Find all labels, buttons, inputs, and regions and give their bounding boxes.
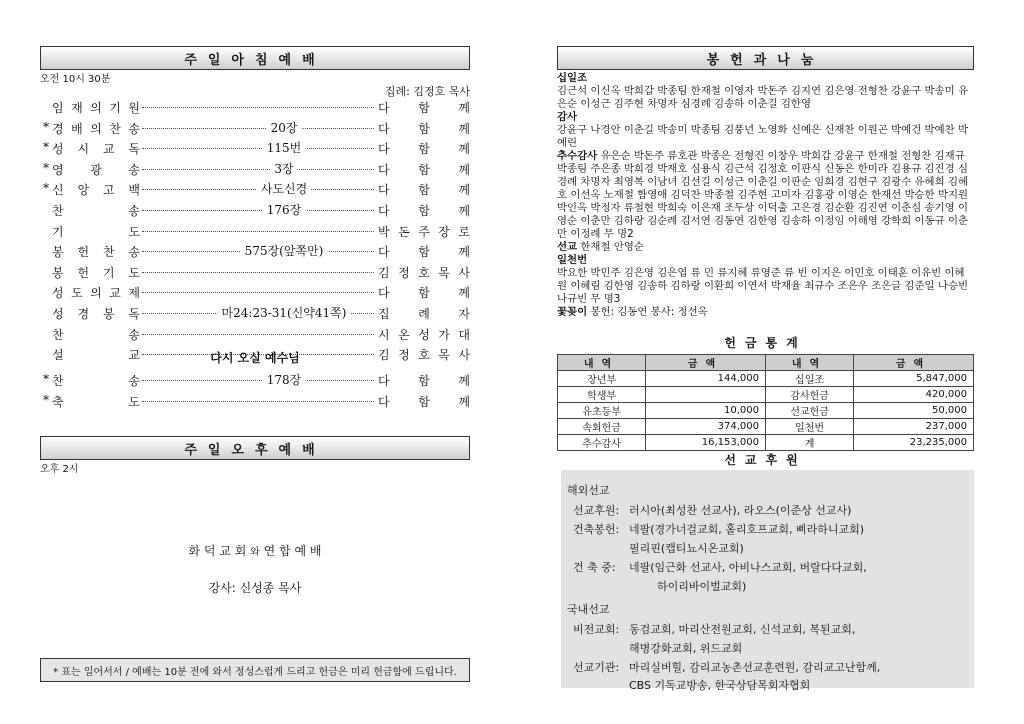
construction-text-cont: 하이리바이벌교회) [657,580,747,593]
worship-item-detail: 마24:23-31(신약41쪽) [218,304,351,321]
worship-item-leader: 박 돈 주 장 로 [378,224,470,239]
offering-stats-table [557,354,974,451]
worship-item-name: 성 도 의 교 제 [52,286,140,301]
stats-header-cell: 금액 [854,355,974,371]
worship-item-name: 설 교 [52,348,140,363]
offering-list [557,72,974,319]
standing-mark: * [43,372,49,386]
afternoon-service-time: 오후 2시 [40,464,79,475]
joint-service [40,542,470,559]
worship-row [40,201,470,221]
worship-item-leader: 다 함 께 [378,286,470,301]
worship-item-name: 영 광 송 [52,162,140,177]
worship-item-name: 신 앙 고 백 [52,183,140,198]
construction-text: 네팔(임근화 선교사, 아비나스교회, 버랄다다교회, [629,561,867,574]
notice-box [40,658,470,682]
thanks-label: 감사 [557,111,578,123]
worship-item-detail: 176장 [263,201,306,218]
worship-row [40,283,470,303]
dotted-leader [142,272,374,273]
dotted-leader [142,334,374,335]
stats-amount-cell: 50,000 [854,403,974,419]
flower-label: 꽃꽂이 [557,306,588,318]
thousand-label: 일천번 [557,254,588,266]
construction-label: 건 축 중: [573,561,616,574]
stats-amount-cell [646,387,766,403]
worship-item-name: 성 경 봉 독 [52,307,140,321]
building-text: 네팔(경가너걸교회, 홀리호프교회, 삐라하니교회) [629,523,865,536]
worship-item-leader: 다 함 께 [378,183,470,198]
building-text-cont: 필리핀(캡티뇨시온교회) [629,542,744,555]
worship-item-leader: 시 온 성 가 대 [378,327,470,342]
joint-service-label: 연 합 예 배 [263,544,322,558]
worship-item-leader: 김 정 호 목 사 [378,348,470,363]
worship-item-name: 기 도 [52,224,140,239]
worship-item-detail: 3장 [270,160,297,177]
worship-row [40,263,470,283]
stats-amount-cell: 16,153,000 [646,435,766,451]
stats-category-cell: 일천번 [765,419,853,435]
domestic-heading: 국내선교 [567,603,610,616]
worship-item-name: 봉 헌 기 도 [52,265,140,280]
dotted-leader [142,169,374,170]
afternoon-service-title: 주일오후예배 [184,442,326,458]
stats-row [558,403,974,419]
dotted-leader [142,401,374,402]
notice-text: * 표는 일어서서 / 예배는 10분 전에 와서 정성스럽게 드리고 헌금은 미리 헌금함에 드립니다. [53,666,457,678]
stats-amount-cell: 10,000 [646,403,766,419]
stats-amount-cell: 374,000 [646,419,766,435]
worship-item-detail: 575장(앞쪽만) [241,242,328,259]
worship-row [40,392,470,412]
worship-item-leader: 김 정 호 목 사 [378,265,470,280]
worship-item-name: 찬 송 [52,374,140,388]
vision-text-cont: 해병강화교회, 위드교회 [629,642,743,655]
support-text: 러시아(최성찬 선교사), 라오스(이준상 선교사) [629,504,852,517]
standing-mark: * [43,140,49,155]
stats-header-cell: 내역 [558,355,646,371]
stats-title: 헌금통계 [724,336,807,350]
afternoon-service-banner [40,436,470,460]
standing-mark: * [43,181,49,196]
worship-item-name: 찬 송 [52,327,140,342]
stats-header-cell: 금액 [646,355,766,371]
joint-particle: 와 [250,547,260,558]
worship-item-leader: 다 함 께 [378,142,470,157]
worship-row [40,325,470,345]
worship-item-leader: 집 례 자 [378,307,470,321]
worship-item-detail: 178장 [263,371,306,388]
worship-item-name: 봉 헌 찬 송 [52,245,140,260]
thousand-names: 박요한 박민주 김은영 김은엽 류 민 류지혜 류영준 류 빈 이지은 이민호 이태훈 이유빈 이혜원 이혜림 김한영 김송하 김하랑 이환희 이연서 박재율 최규수 조은우 조은글 김준일 나승빈 나규빈 무 명3 [557,267,969,305]
harvest-label: 추수감사 [557,150,598,162]
stats-category-cell: 십일조 [765,371,853,387]
worship-row [40,98,470,118]
stats-category-cell: 계 [765,435,853,451]
vision-label: 비전교회: [573,623,620,636]
agency-label: 선교기관: [573,661,620,674]
worship-item-leader: 다 함 께 [378,204,470,218]
stats-row [558,371,974,387]
support-label: 선교후원: [573,504,620,517]
building-label: 건축봉헌: [573,523,620,536]
worship-row [40,222,470,242]
worship-row [40,139,470,159]
offering-banner [557,46,974,70]
worship-item-leader: 다 함 께 [378,162,470,177]
stats-header-cell: 내역 [765,355,853,371]
agency-text-cont: CBS 기독교방송, 한국상담목회자협회 [629,679,811,692]
morning-service-title: 주일아침예배 [184,52,326,68]
worship-item-detail: 115번 [263,139,306,156]
worship-item-leader: 다 함 께 [378,245,470,260]
overseas-heading: 해외선교 [567,484,610,497]
tithe-names: 김근석 이신옥 박희갑 박종팀 한재철 이영자 박돈주 김지연 김은영 전형찬 강윤구 박송미 유은순 이성근 김주현 차명자 심경례 김송하 이춘길 김한영 [557,85,969,110]
stats-category-cell: 추수감사 [558,435,646,451]
worship-item-name: 성 시 교 독 [52,142,140,157]
stats-amount-cell: 144,000 [646,371,766,387]
stats-category-cell: 유초등부 [558,403,646,419]
worship-item-detail: 20장 [267,119,302,136]
stats-category-cell: 장년부 [558,371,646,387]
flower-text: 봉헌: 김동연 봉사: 정선옥 [590,306,708,318]
offering-title: 봉헌과나눔 [706,52,825,68]
stats-amount-cell: 5,847,000 [854,371,974,387]
sermon-title: 다시 오실 예수님 [210,351,300,365]
thanks-names: 강윤구 나경안 이춘길 박송미 박종팀 김풍년 노영화 신예은 신재찬 이원곤 박예건 박예찬 박예린 [557,124,969,149]
standing-mark: * [43,392,49,407]
standing-mark: * [43,119,49,134]
harvest-names: 유은순 박돈주 류호관 박종은 전형진 이창우 박희갑 강윤구 한재철 전형찬 김재규 박종팀 주은종 박희경 박재호 심용식 김근석 김정호 이판식 신동은 한미라 김용규 김진경 심경례 차명자 최영복 이남녀 김선길 이성근 이춘길 이판순 임희경 김현구 김광수 유혜희 김혜호 이선옥 노재철 함영애 김덕찬 박종철 김주현 고미자 김홍광 이영순 한재선 박승한 박지원 박인옥 박정자 류철현 박희숙 이은재 조두상 이덕출 고은경 김순환 김진연 이춘심 송기영 이영순 이춘만 김하랑 김순례 김서연 김동연 김한영 김송하 이정임 이해영 강학희 이동규 이춘만 이정례 무 명2 [557,150,969,240]
tithe-label: 십일조 [557,72,588,84]
worship-item-name: 찬 송 [52,204,140,218]
missions-title: 선교후원 [724,453,807,467]
worship-item-leader: 다 함 께 [378,101,470,115]
worship-item-name: 임 재 의 기 원 [52,101,140,115]
vision-text: 동검교회, 마리산전원교회, 신석교회, 복된교회, [629,623,856,636]
stats-row [558,419,974,435]
stats-category-cell: 속회헌금 [558,419,646,435]
morning-service-time: 오전 10시 30분 [40,74,111,85]
worship-row [40,119,470,139]
stats-category-cell: 감사헌금 [765,387,853,403]
worship-row [40,371,470,391]
worship-row [40,242,470,262]
standing-mark: * [43,160,49,175]
dotted-leader [142,128,374,129]
dotted-leader [142,380,374,381]
missions-box [561,470,974,692]
worship-item-detail: 사도신경 [257,180,311,197]
mission-label: 선교 [557,241,578,253]
stats-header-row [558,355,974,371]
agency-text: 마리실버힐, 감리교농촌선교훈련원, 감리교고난함께, [629,661,881,674]
stats-row [558,387,974,403]
worship-row [40,160,470,180]
worship-row [40,304,470,324]
stats-amount-cell: 23,235,000 [854,435,974,451]
stats-amount-cell: 237,000 [854,419,974,435]
dotted-leader [142,292,374,293]
stats-category-cell: 학생부 [558,387,646,403]
morning-service-banner [40,46,470,70]
mission-names: 한재철 안영순 [580,241,644,253]
stats-category-cell: 선교헌금 [765,403,853,419]
worship-item-leader: 다 함 께 [378,121,470,136]
stats-row [558,435,974,451]
officiant: 집례: 김정호 목사 [384,85,470,98]
worship-item-leader: 다 함 께 [378,394,470,409]
guest-speaker: 강사: 신성종 목사 [208,581,302,595]
dotted-leader [142,107,374,108]
stats-amount-cell: 420,000 [854,387,974,403]
worship-item-name: 축 도 [52,394,140,409]
joint-church: 화 덕 교 회 [188,544,247,558]
dotted-leader [142,148,374,149]
worship-item-name: 경 배 의 찬 송 [52,121,140,136]
dotted-leader [142,210,374,211]
worship-row [40,180,470,200]
worship-item-leader: 다 함 께 [378,374,470,388]
dotted-leader [142,231,374,232]
